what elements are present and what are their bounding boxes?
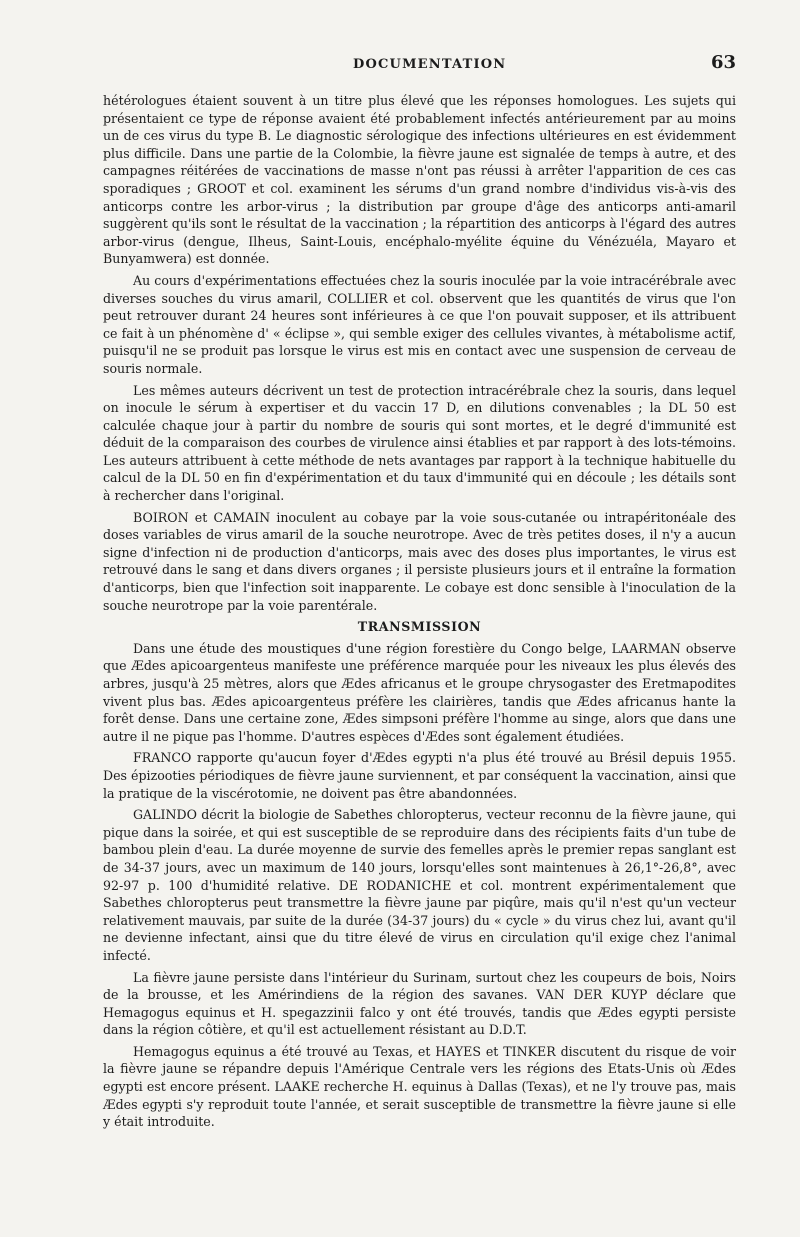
paragraph: GALINDO décrit la biologie de Sabethes chloropterus, vecteur reconnu de la fièvre jaune, qui pique dans la soirée, et qui est susceptible de se reproduire dans des récipients faits d'un tube de bambou plein d'eau. La durée moyenne de survie des femelles après le premier repas sanglant est de 34-37 jours, avec un maximum de 140 jours, lorsqu'elles sont maintenues à 26,1°-26,8°, avec 92-97 p. 100 d'humidité relative. DE RODANICHE et col. montrent expérimentalement que Sabethes chloropterus peut transmettre la fièvre jaune par piqûre, mais qu'il n'est qu'un vecteur relativement mauvais, par suite de la durée (34-37 jours) du « cycle » du virus chez lui, avant qu'il ne devienne infectant, ainsi que du titre élevé de virus en circulation qu'il exige chez l'animal infecté. — [103, 807, 736, 963]
paragraph: Les mêmes auteurs décrivent un test de protection intracérébrale chez la souris, dans lequel on inocule le sérum à expertiser et du vaccin 17 D, en dilutions convenables ; la DL 50 est calculée chaque jour à partir du nombre de souris qui sont mortes, et le degré d'immunité est déduit de la comparaison des courbes de virulence ainsi établies et par rapport à des lots-témoins. Les auteurs attribuent à cette méthode de nets avantages par rapport à la technique habituelle du calcul de la DL 50 en fin d'expérimentation et du taux d'immunité qui en découle ; les détails sont à rechercher dans l'original. — [103, 382, 736, 504]
paragraph: La fièvre jaune persiste dans l'intérieur du Surinam, surtout chez les coupeurs de bois, Noirs de la brousse, et les Amérindiens de la région des savanes. VAN DER KUYP déclare que Hemagogus equinus et H. spegazzinii falco y ont été trouvés, tandis que Ædes egypti persiste dans la région côtière, et qu'il est actuellement résistant au D.D.T. — [103, 969, 736, 1038]
running-title: DOCUMENTATION — [353, 57, 507, 72]
paragraph: Dans une étude des moustiques d'une région forestière du Congo belge, LAARMAN observe que Ædes apicoargenteus manifeste une préférence marquée pour les niveaux les plus élevés des arbres, jusqu'à 25 mètres, alors que Ædes africanus et le groupe chrysogaster des Eretmapodites vivent plus bas. Ædes apicoargenteus préfère les clairières, tandis que Ædes africanus hante la forêt dense. Dans une certaine zone, Ædes simpsoni préfère l'homme au singe, alors que dans une autre il ne pique pas l'homme. D'autres espèces d'Ædes sont également étudiées. — [103, 640, 736, 744]
paragraph: Hemagogus equinus a été trouvé au Texas, et HAYES et TINKER discutent du risque de voir la fièvre jaune se répandre depuis l'Amérique Centrale vers les régions des Etats-Unis où Ædes egypti est encore présent. LAAKE recherche H. equinus à Dallas (Texas), et ne l'y trouve pas, mais Ædes egypti s'y reproduit toute l'année, et serait susceptible de transmettre la fièvre jaune si elle y était introduite. — [103, 1043, 736, 1130]
paragraph: hétérologues étaient souvent à un titre plus élevé que les réponses homologues. Les sujets qui présentaient ce type de réponse avaient été probablement infectés antérieurement par au moins un de ces virus du type B. Le diagnostic sérologique des infections ultérieures en est évidemment plus difficile. Dans une partie de la Colombie, la fièvre jaune est signalée de temps à autre, et des campagnes réitérées de vaccinations de masse n'ont pas réussi à arrêter l'apparition de ces cas sporadiques ; GROOT et col. examinent les sérums d'un grand nombre d'individus vis-à-vis des anticorps contre les arbor-virus ; la distribution par groupe d'âge des anticorps anti-amaril suggèrent qu'ils sont le résultat de la vaccination ; la répartition des anticorps à l'égard des autres arbor-virus (dengue, Ilheus, Saint-Louis, encéphalo-myélite équine du Vénézuéla, Mayaro et Bunyamwera) est donnée. — [103, 93, 736, 267]
body-text — [103, 92, 736, 1135]
paragraph: Au cours d'expérimentations effectuées chez la souris inoculée par la voie intracérébrale avec diverses souches du virus amaril, COLLIER et col. observent que les quantités de virus que l'on peut retrouver durant 24 heures sont inférieures à ce que l'on pouvait supposer, et ils attribuent ce fait à un phénomène d' « éclipse », qui semble exiger des cellules vivantes, à métabolisme actif, puisqu'il ne se produit pas lorsque le virus est mis en contact avec une suspension de cerveau de souris normale. — [103, 272, 736, 376]
section-heading: TRANSMISSION — [357, 619, 482, 635]
page-header — [0, 52, 800, 77]
paragraph: FRANCO rapporte qu'aucun foyer d'Ædes egypti n'a plus été trouvé au Brésil depuis 1955. Des épizooties périodiques de fièvre jaune surviennent, et par conséquent la vaccination, ainsi que la pratique de la viscérotomie, ne doivent pas être abandonnées. — [103, 750, 736, 801]
paragraph: BOIRON et CAMAIN inoculent au cobaye par la voie sous-cutanée ou intrapéritonéale des doses variables de virus amaril de la souche neurotrope. Avec de très petites doses, il n'y a aucun signe d'infection ni de production d'anticorps, mais avec des doses plus importantes, le virus est retrouvé dans le sang et dans divers organes ; il persiste plusieurs jours et il entraîne la formation d'anticorps, bien que l'infection soit inapparente. Le cobaye est donc sensible à l'inoculation de la souche neurotrope par la voie parentérale. — [103, 509, 736, 613]
page-number: 63 — [711, 52, 737, 73]
